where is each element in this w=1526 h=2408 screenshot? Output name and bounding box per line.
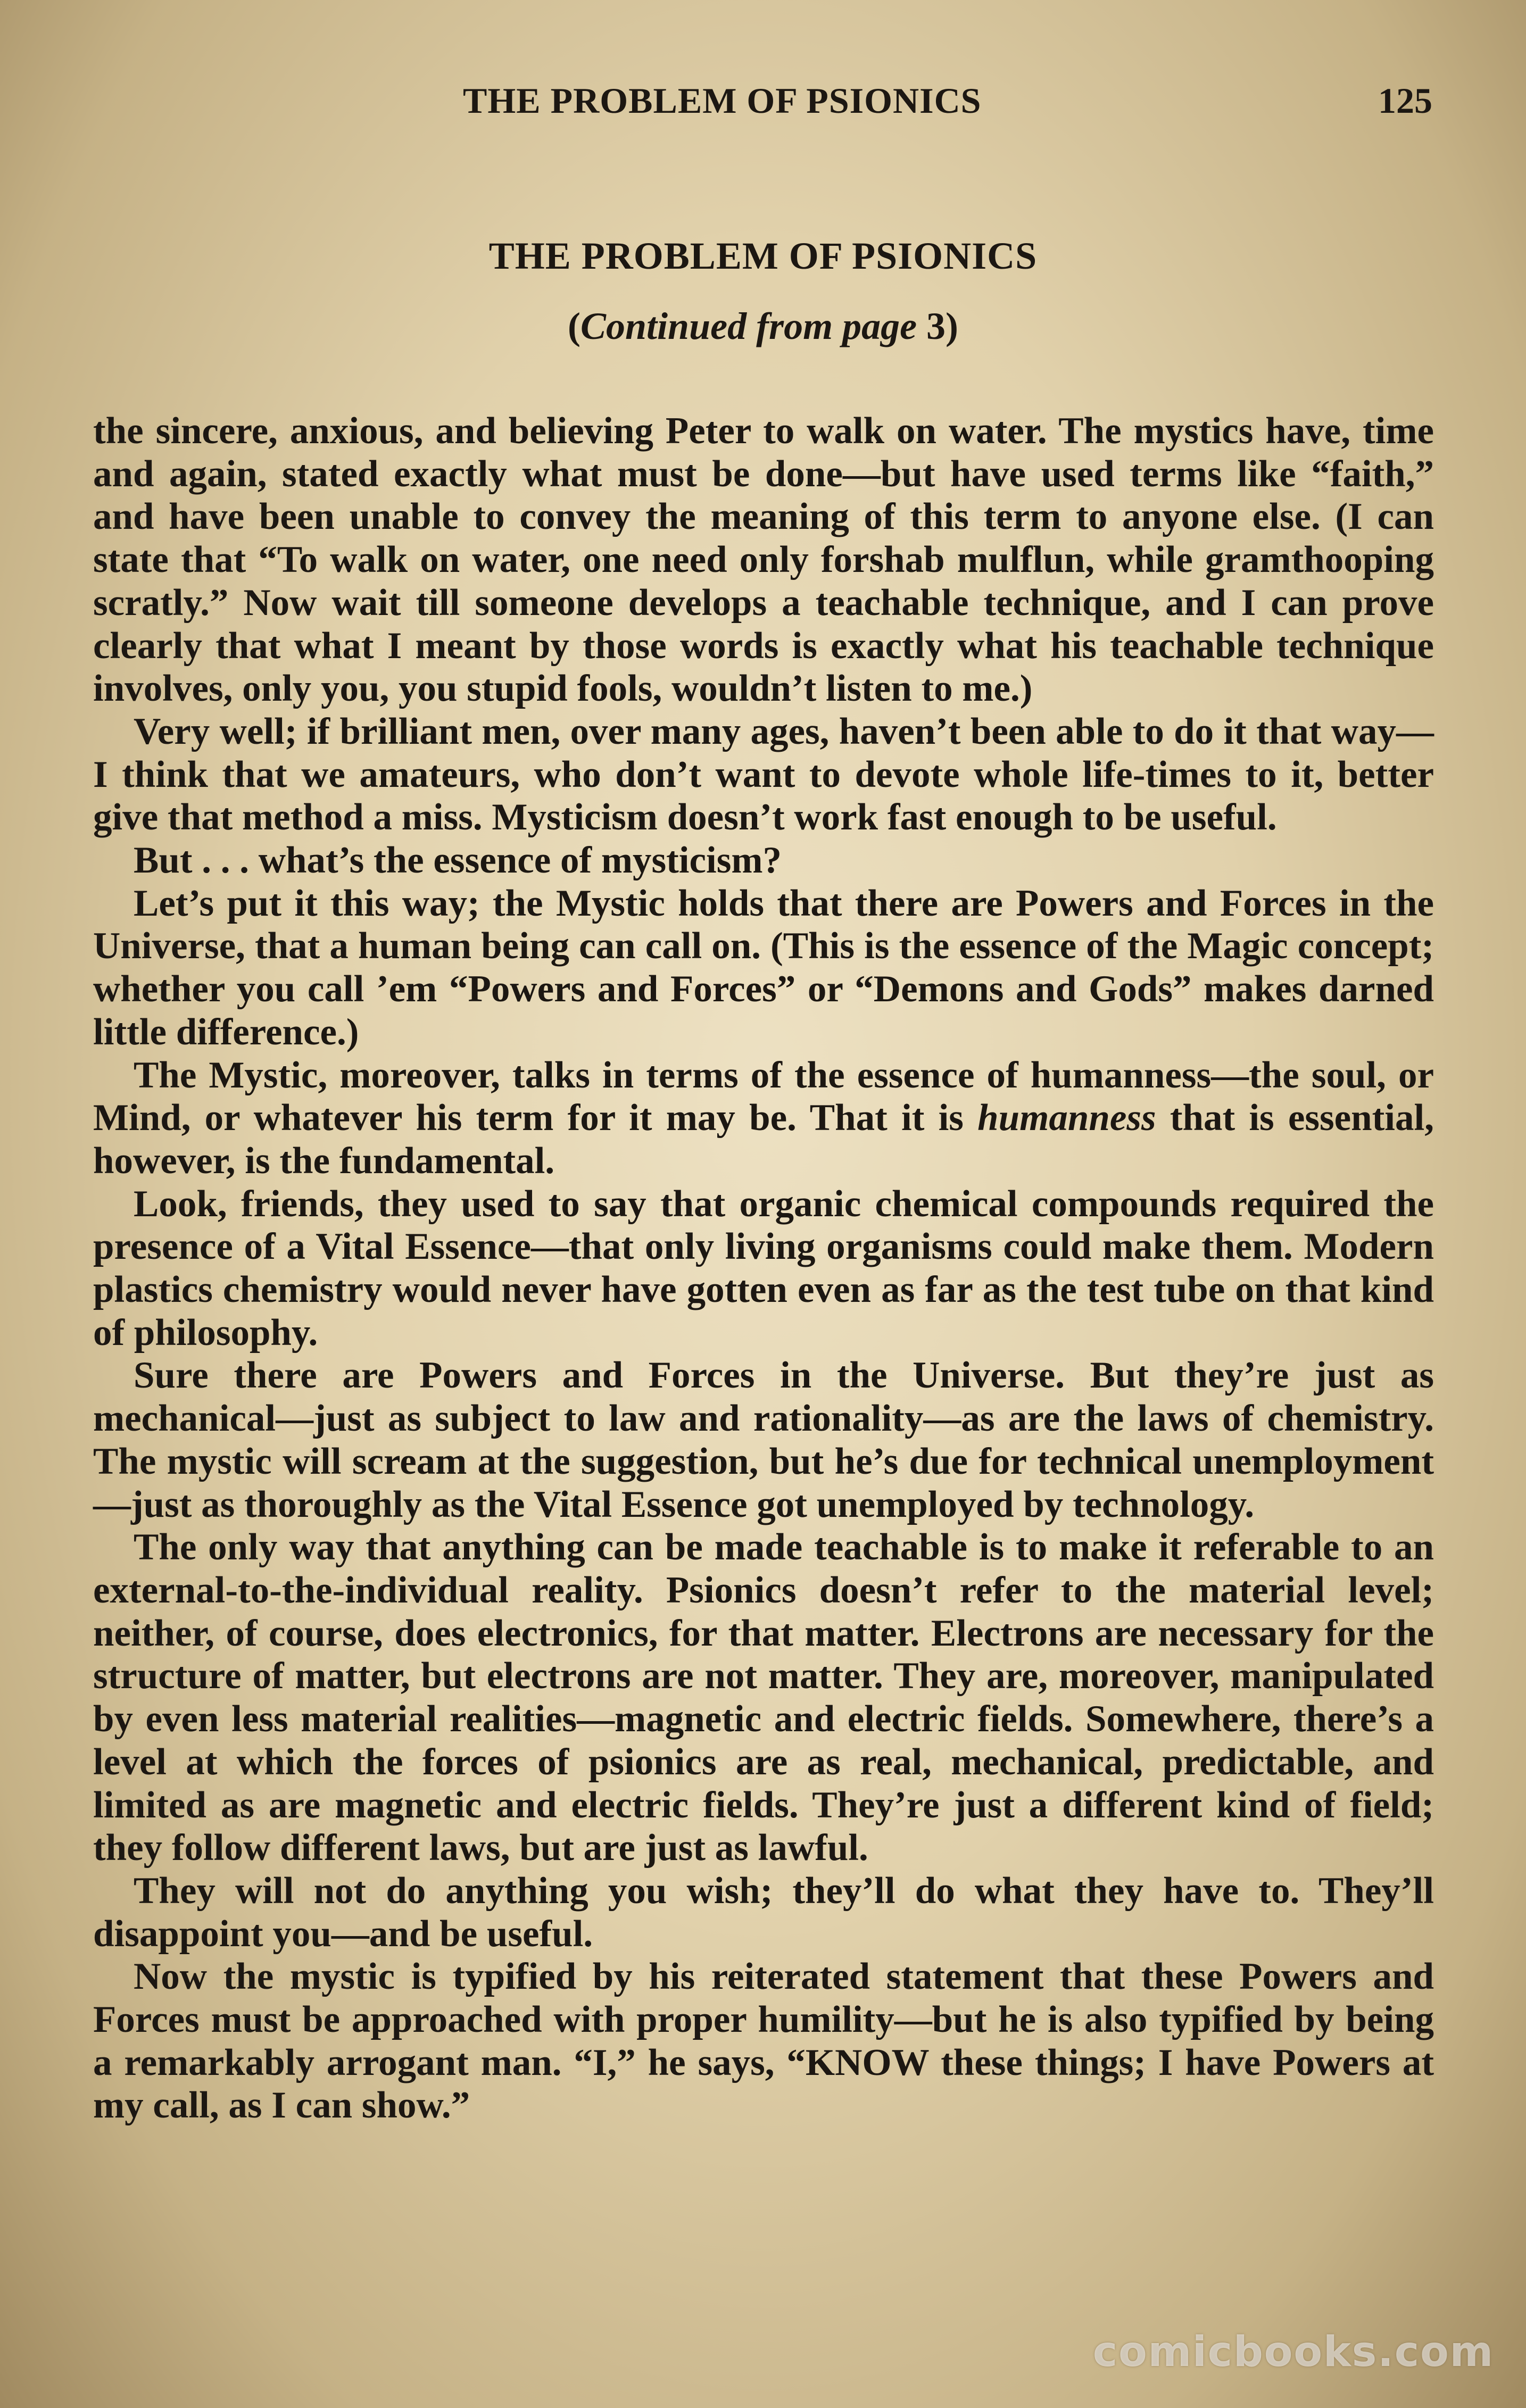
article-body [93,410,1434,2127]
running-title: THE PROBLEM OF PSIONICS [463,80,982,121]
continued-page-ref: 3) [917,305,959,347]
paragraph-3: But . . . what’s the essence of mysticism? [134,840,782,882]
article-title: THE PROBLEM OF PSIONICS [488,235,1038,277]
paragraph-4: Let’s put it this way; the Mystic holds that there are Powers and Forces in the Universe, that a human being can call on. (This is the essence of the Magic concept; whether you call ’em “Powers and Forces” or “Demons and Gods” makes darned little difference.) [93,882,1434,1053]
paragraph-8: The only way that anything can be made teachable is to make it referable to an external-to-the-individual reality. Psionics doesn’t refer to the material level; neither, of course, does electronics, for that matter. Electrons are necessary for the structure of matter, but electrons are not matter. They are, moreover, manipulated by even less material realities—magnetic and electric fields. Somewhere, there’s a level at which the forces of psionics are as real, mechanical, predictable, and limited as are magnetic and electric fields. They’re just a different kind of field; they follow different laws, but are just as lawful. [93,1526,1434,1869]
paragraph-9: They will not do anything you wish; they’ll do what they have to. They’ll disappoint you—and be useful. [93,1870,1434,1955]
paragraph-5-text-a: The Mystic, moreover, talks in terms of the essence of humanness—the soul, or Mind, or whatever his term for it may be. That it is [93,1054,1434,1139]
site-watermark: comicbooks.com [1092,2328,1494,2376]
paragraph-1: the sincere, anxious, and believing Peter to walk on water. The mystics have, time and again, stated exactly what must be done—but have used terms like “faith,” and have been unable to convey the meaning of this term to anyone else. (I can state that “To walk on water, one need only forshab mulflun, while gramthooping scratly.” Now wait till someone develops a teachable technique, and I can prove clearly that what I meant by those words is exactly what his teachable technique involves, only you, you stupid fools, wouldn’t listen to me.) [93,410,1434,710]
paragraph-10: Now the mystic is typified by his reiterated statement that these Powers and Forces must be approached with proper humility—but he is also typified by being a remarkably arrogant man. “I,” he says, “KNOW these things; I have Powers at my call, as I can show.” [93,1956,1434,2127]
paragraph-5-emphasis: humanness [977,1097,1156,1139]
paragraph-5-text-b: that is essential, however, is the fundamental. [93,1097,1434,1182]
continued-label: Continued from page [580,305,917,347]
paragraph-2: Very well; if brilliant men, over many ages, haven’t been able to do it that way—I think that we amateurs, who don’t want to devote whole life-times to it, better give that method a miss. Mysticism doesn’t work fast enough to be useful. [93,710,1434,838]
continued-open-paren: ( [567,305,580,347]
page-number: 125 [1378,80,1432,121]
paragraph-5 [93,1054,1434,1183]
continued-note [0,304,1526,348]
paragraph-7: Sure there are Powers and Forces in the Universe. But they’re just as mechanical—just as subject to law and rationality—as are the laws of chemistry. The mystic will scream at the suggestion, but he’s due for technical unemployment—just as thoroughly as the Vital Essence got unemployed by technology. [93,1355,1434,1525]
running-header [0,80,1526,138]
paragraph-6: Look, friends, they used to say that organic chemical compounds required the presence of a Vital Essence—that only living organisms could make them. Modern plastics chemistry would never have gotten even as far as the test tube on that kind of philosophy. [93,1183,1434,1354]
